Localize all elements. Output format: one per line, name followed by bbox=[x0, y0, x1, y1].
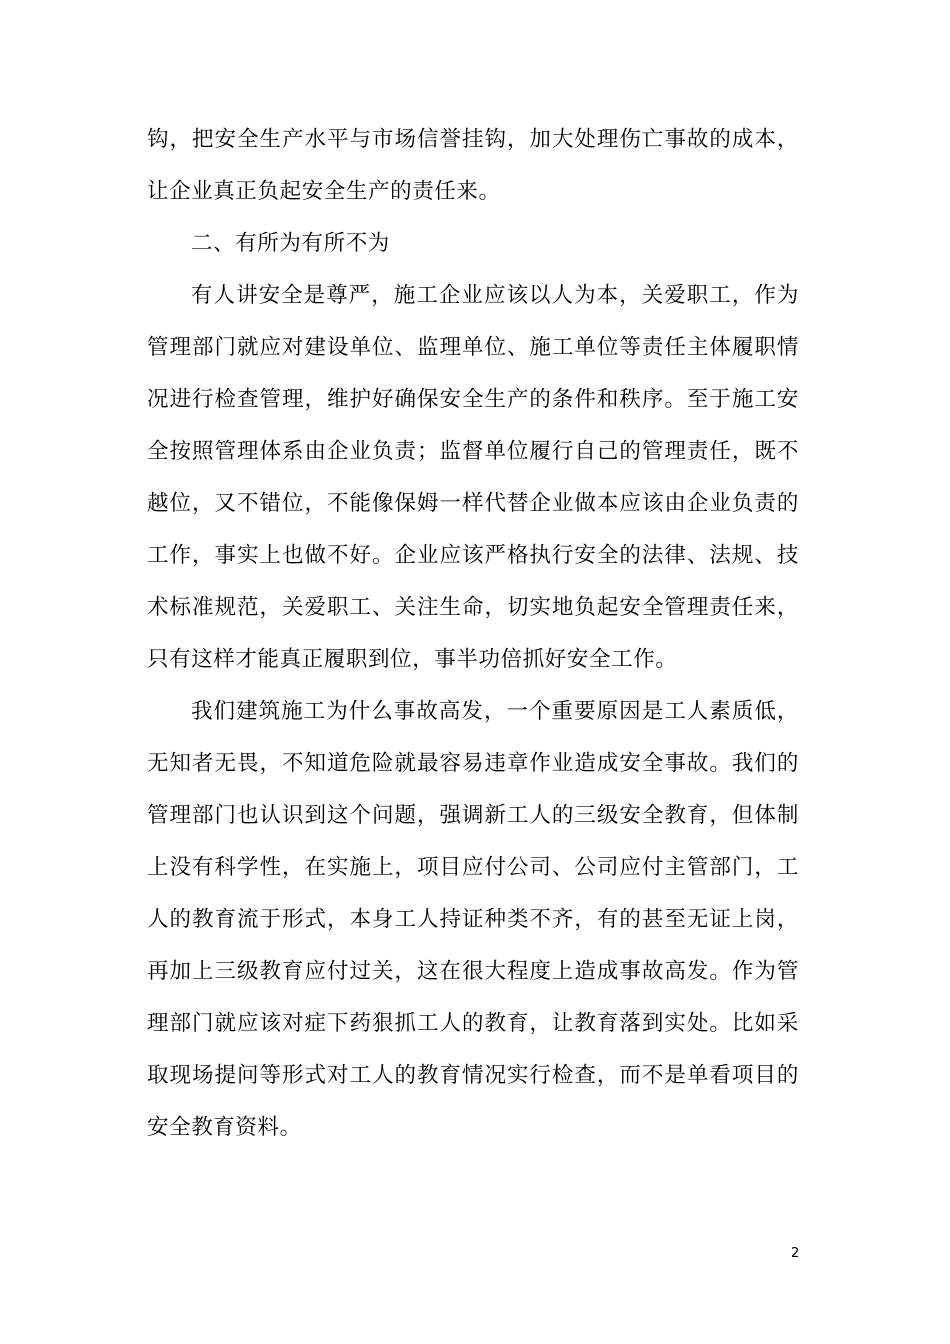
section-heading: 二、有所为有所不为 bbox=[191, 231, 390, 256]
page-number: 2 bbox=[791, 1246, 800, 1261]
paragraph-continuation: 钩，把安全生产水平与市场信誉挂钩，加大处理伤亡事故的成本，让企业真正负起安全生产的责任来。 bbox=[147, 127, 799, 204]
paragraph-body: 有人讲安全是尊严，施工企业应该以人为本，关爱职工，作为管理部门就应对建设单位、监理单位、施工单位等责任主体履职情况进行检查管理，维护好确保安全生产的条件和秩序。至于施工安全按照管理体系由企业负责；监督单位履行自己的管理责任，既不越位，又不错位，不能像保姆一样代替企业做本应该由企业负责的工作，事实上也做不好。企业应该严格执行安全的法律、法规、技术标准规范，关爱职工、关注生命，切实地负起安全管理责任来，只有这样才能真正履职到位，事半功倍抓好安全工作。 bbox=[147, 283, 799, 672]
paragraph-body: 我们建筑施工为什么事故高发，一个重要原因是工人素质低，无知者无畏，不知道危险就最容易违章作业造成安全事故。我们的管理部门也认识到这个问题，强调新工人的三级安全教育，但体制上没有科学性，在实施上，项目应付公司、公司应付主管部门，工人的教育流于形式，本身工人持证种类不齐，有的甚至无证上岗，再加上三级教育应付过关，这在很大程度上造成事故高发。作为管理部门就应该对症下药狠抓工人的教育，让教育落到实处。比如采取现场提问等形式对工人的教育情况实行检查，而不是单看项目的安全教育资料。 bbox=[147, 699, 799, 1140]
